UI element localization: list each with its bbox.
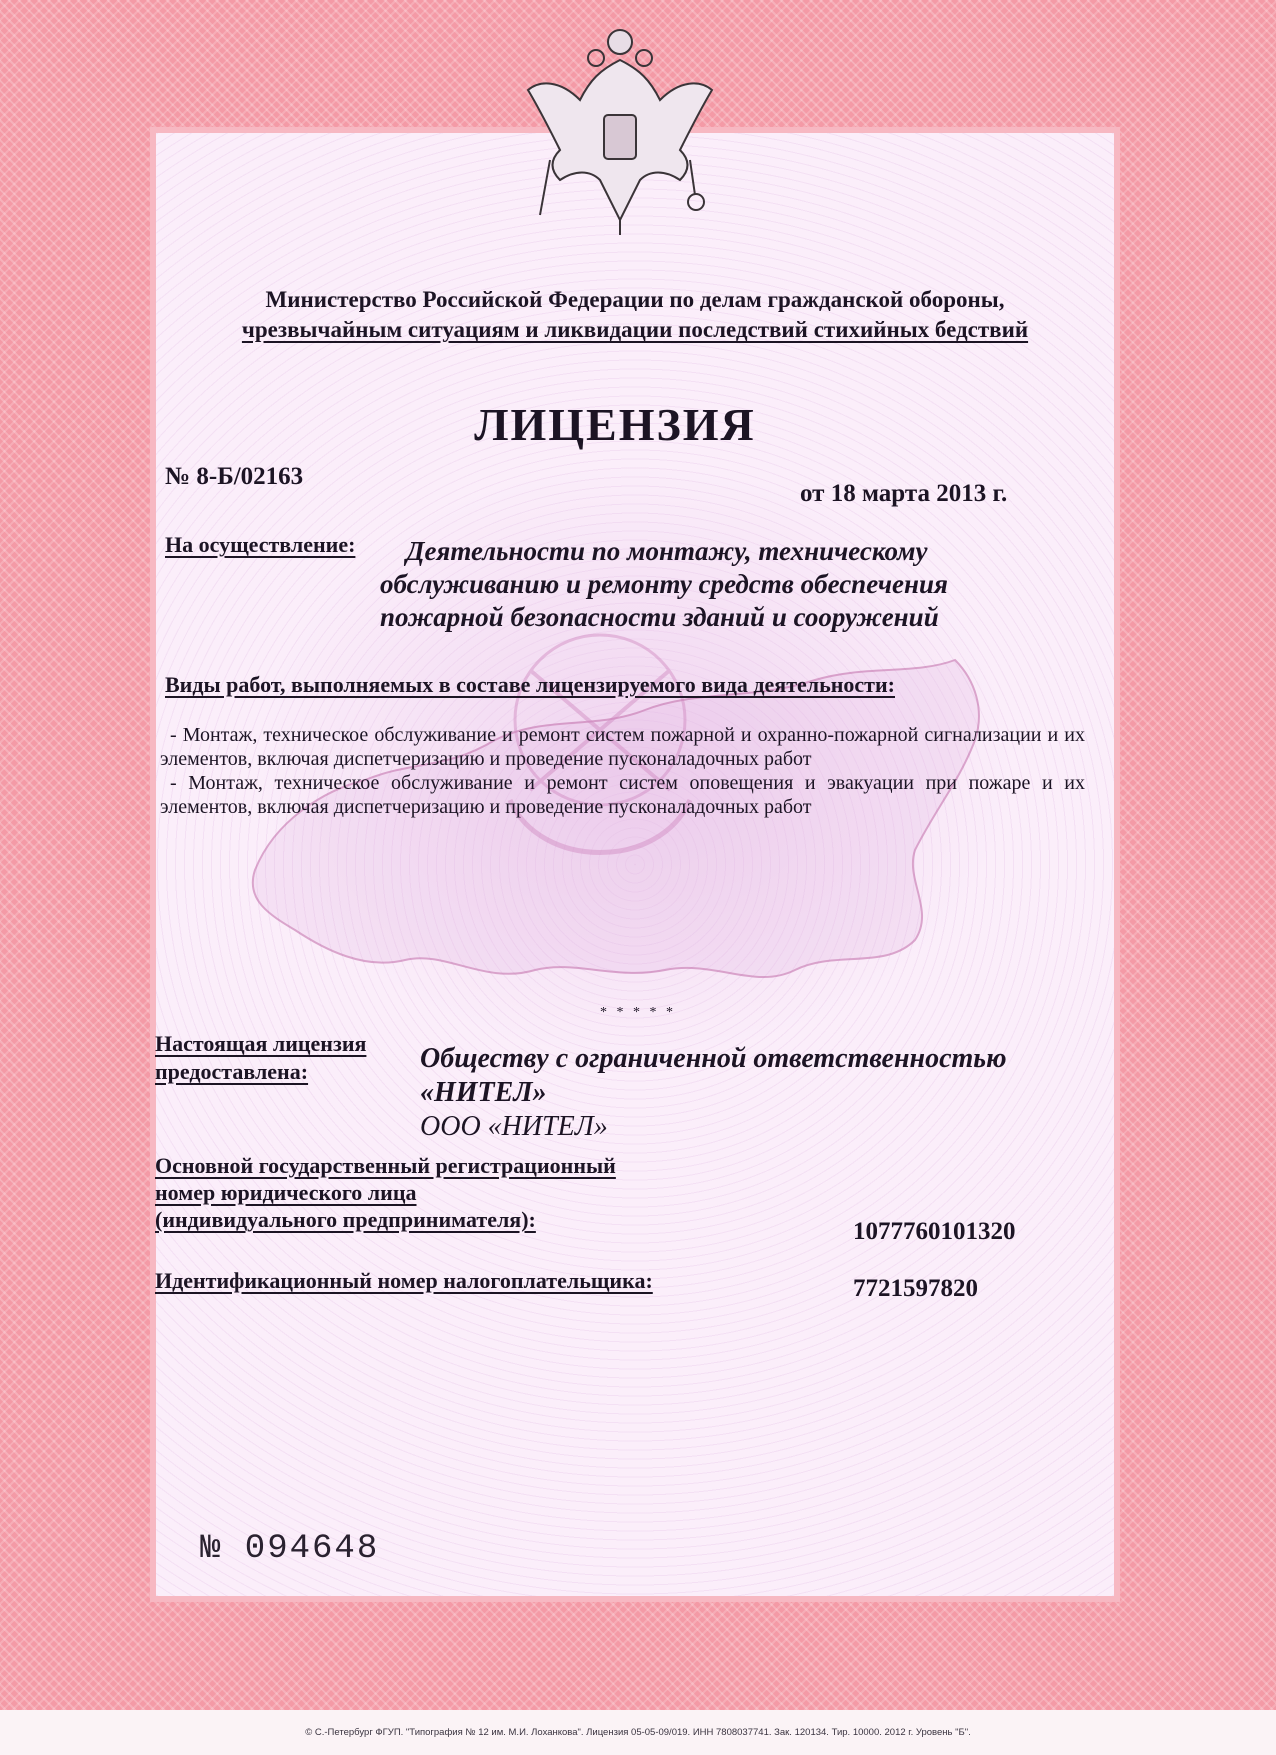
ministry-name <box>190 285 1080 345</box>
granted-label <box>155 1030 405 1086</box>
inn-label: Идентификационный номер налогоплательщика: <box>155 1268 653 1293</box>
licensee-full-name: Обществу с ограниченной ответственностью <box>420 1043 1007 1074</box>
license-date: от 18 марта 2013 г. <box>800 480 1008 507</box>
works-list <box>160 723 1085 819</box>
licensee-full-name-cont: «НИТЕЛ» <box>420 1077 547 1108</box>
activity-line: Деятельности по монтажу, техническому <box>406 536 928 566</box>
works-item: - Монтаж, техническое обслуживание и ремонт систем пожарной и охранно-пожарной сигнализации и их элементов, включая диспетчеризацию и проведение пусконаладочных работ <box>160 724 1085 770</box>
activity-description <box>380 535 1040 634</box>
license-number: № 8-Б/02163 <box>165 463 304 490</box>
licensee-short-name: ООО «НИТЕЛ» <box>420 1111 608 1142</box>
activity-line: обслуживанию и ремонту средств обеспечения <box>380 569 948 599</box>
granted-label-line: Настоящая лицензия <box>155 1031 367 1056</box>
form-serial-number: № 094648 <box>200 1530 380 1568</box>
ministry-line-1: Министерство Российской Федерации по делам гражданской обороны, <box>265 287 1005 312</box>
activity-label: На осуществление: <box>165 532 356 557</box>
ogrn-value: 1077760101320 <box>853 1218 1016 1245</box>
works-heading: Виды работ, выполняемых в составе лицензируемого вида деятельности: <box>165 672 895 697</box>
ogrn-label <box>155 1152 755 1233</box>
works-item: - Монтаж, техническое обслуживание и ремонт систем оповещения и эвакуации при пожаре и их элементов, включая диспетчеризацию и проведение пусконаладочных работ <box>160 772 1085 818</box>
document-title: ЛИЦЕНЗИЯ <box>474 399 756 450</box>
section-separator: * * * * * <box>600 1005 676 1020</box>
ogrn-label-line: номер юридического лица <box>155 1180 417 1205</box>
coat-of-arms-icon <box>520 20 720 240</box>
printer-imprint: © С.-Петербург ФГУП. "Типография № 12 им. М.И. Лоханкова". Лицензия 05-05-09/019. ИНН 7808037741. Зак. 120134. Тир. 10000. 2012 г. Уровень "Б". <box>305 1727 971 1738</box>
inn-value: 7721597820 <box>853 1275 978 1302</box>
activity-line: пожарной безопасности зданий и сооружений <box>380 602 939 632</box>
ogrn-label-line: Основной государственный регистрационный <box>155 1153 616 1178</box>
ogrn-label-line: (индивидуального предпринимателя): <box>155 1207 536 1232</box>
licensee-name <box>420 1042 1100 1144</box>
ministry-line-2: чрезвычайным ситуациям и ликвидации последствий стихийных бедствий <box>241 317 1029 342</box>
granted-label-line: предоставлена: <box>155 1059 309 1084</box>
